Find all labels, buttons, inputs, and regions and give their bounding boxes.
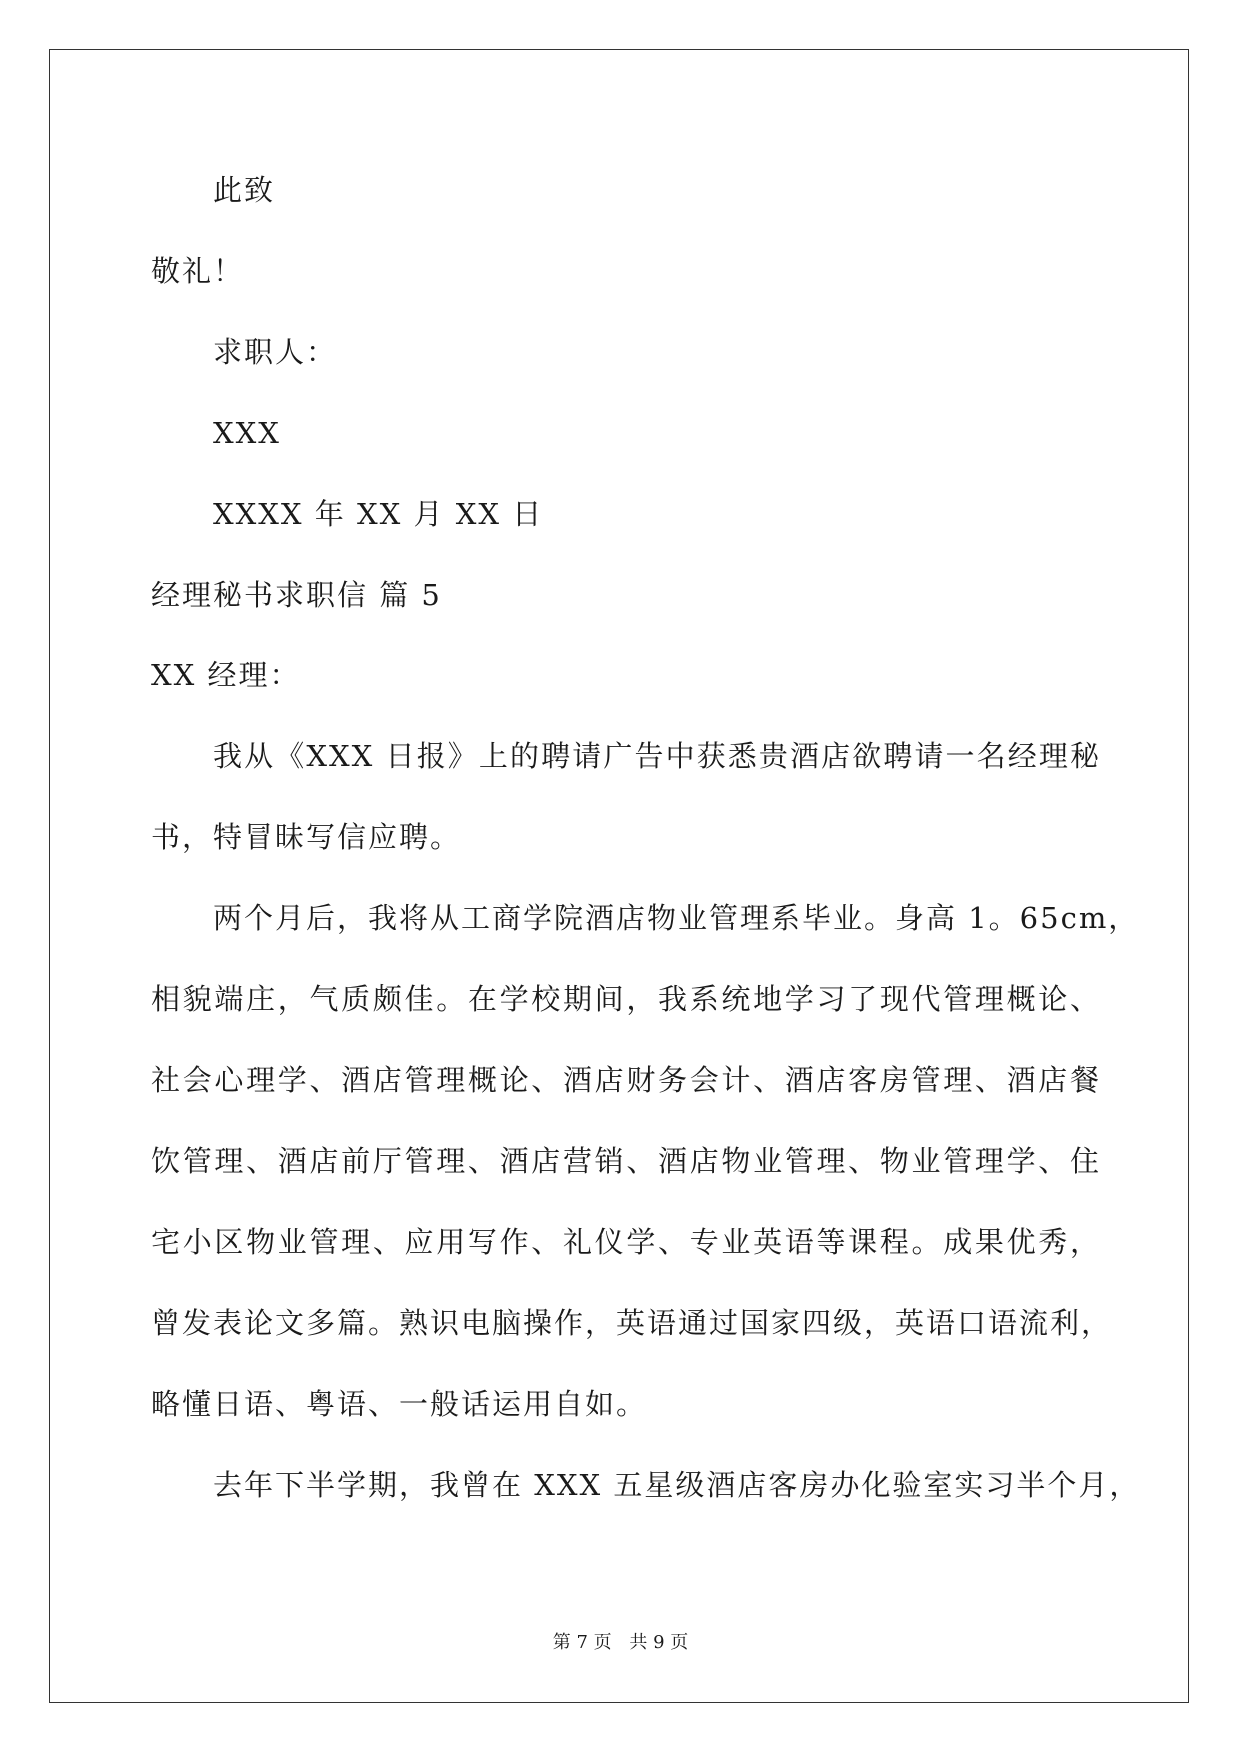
closing-respect: 敬礼！ <box>151 254 245 288</box>
section-heading: 经理秘书求职信 篇 5 <box>151 578 442 612</box>
letter-date: XXXX 年 XX 月 XX 日 <box>213 497 544 531</box>
page-number: 第 7 页 <box>552 1632 612 1653</box>
closing-salutation: 此致 <box>213 173 276 207</box>
paragraph-2-line-2: 相貌端庄，气质颇佳。在学校期间，我系统地学习了现代管理概论、 <box>151 982 1101 1016</box>
applicant-name: XXX <box>213 416 281 450</box>
paragraph-2-line-7: 略懂日语、粤语、一般话运用自如。 <box>151 1387 648 1421</box>
paragraph-3-line-1: 去年下半学期，我曾在 XXX 五星级酒店客房办化验室实习半个月， <box>213 1468 1141 1502</box>
paragraph-2-line-3: 社会心理学、酒店管理概论、酒店财务会计、酒店客房管理、酒店餐 <box>151 1063 1101 1097</box>
paragraph-2-line-4: 饮管理、酒店前厅管理、酒店营销、酒店物业管理、物业管理学、住 <box>151 1144 1101 1178</box>
paragraph-2-line-5: 宅小区物业管理、应用写作、礼仪学、专业英语等课程。成果优秀， <box>151 1225 1101 1259</box>
paragraph-2-line-1: 两个月后，我将从工商学院酒店物业管理系毕业。身高 1。65cm， <box>213 901 1140 935</box>
page-total: 共 9 页 <box>629 1632 689 1653</box>
page-border <box>49 49 1189 1703</box>
letter-greeting: XX 经理： <box>151 658 301 692</box>
applicant-label: 求职人： <box>213 335 338 369</box>
page-footer <box>0 1628 1241 1654</box>
paragraph-1-line-1: 我从《XXX 日报》上的聘请广告中获悉贵酒店欲聘请一名经理秘 <box>213 739 1101 773</box>
paragraph-1-line-2: 书，特冒昧写信应聘。 <box>151 820 462 854</box>
paragraph-2-line-6: 曾发表论文多篇。熟识电脑操作，英语通过国家四级，英语口语流利， <box>151 1306 1113 1340</box>
